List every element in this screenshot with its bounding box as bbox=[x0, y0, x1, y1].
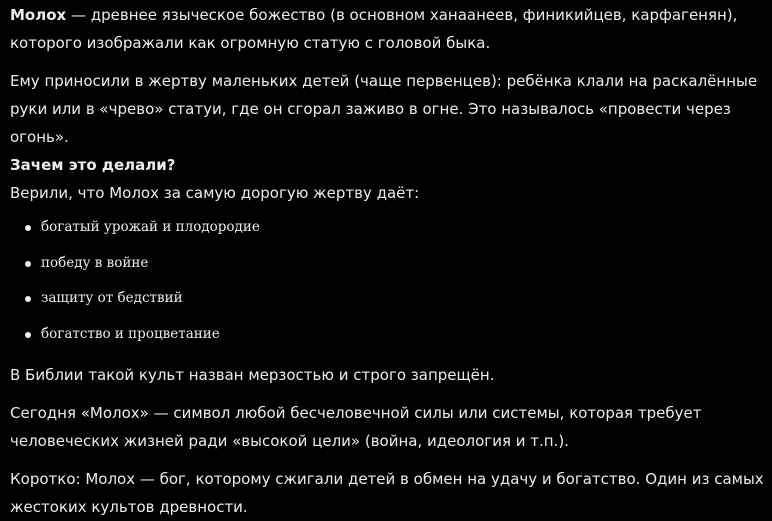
term-moloch: Молох bbox=[10, 6, 67, 24]
definition-text: — древнее языческое божество (в основном ханаанеев, финикийцев, карфагенян), которого изображали как огромную статую с головой быка. bbox=[10, 6, 738, 52]
benefits-list bbox=[10, 210, 765, 352]
bullet-icon bbox=[25, 261, 31, 267]
list-item-text: богатый урожай и плодородие bbox=[41, 219, 260, 235]
list-item-text: защиту от бедствий bbox=[41, 290, 183, 306]
chat-message-body bbox=[10, 1, 765, 521]
list-item bbox=[41, 246, 765, 282]
list-item bbox=[41, 317, 765, 353]
today-paragraph: Сегодня «Молох» — символ любой бесчеловечной силы или системы, которая требует человеческих жизней ради «высокой цели» (война, идеология и т.п.). bbox=[10, 404, 702, 450]
list-item-text: богатство и процветание bbox=[41, 325, 220, 342]
summary-paragraph: Коротко: Молох — бог, которому сжигали детей в обмен на удачу и богатство. Один из самых жестоких культов древности. bbox=[10, 470, 764, 516]
bible-paragraph: В Библии такой культ назван мерзостью и строго запрещён. bbox=[10, 366, 495, 384]
bullet-icon bbox=[25, 225, 31, 231]
bullet-icon bbox=[25, 296, 31, 302]
list-item bbox=[41, 281, 765, 317]
belief-intro: Верили, что Молох за самую дорогую жертву даёт: bbox=[10, 184, 420, 202]
list-item bbox=[41, 210, 765, 246]
sacrifice-paragraph: Ему приносили в жертву маленьких детей (чаще первенцев): ребёнка клали на раскалённые руки или в «чрево» статуи, где он сгорал заживо в огне. Это называлось «провести через огонь». bbox=[10, 72, 758, 146]
bullet-icon bbox=[25, 332, 31, 338]
why-heading: Зачем это делали? bbox=[10, 156, 176, 174]
list-item-text: победу в войне bbox=[41, 254, 149, 271]
definition-paragraph bbox=[10, 1, 765, 57]
